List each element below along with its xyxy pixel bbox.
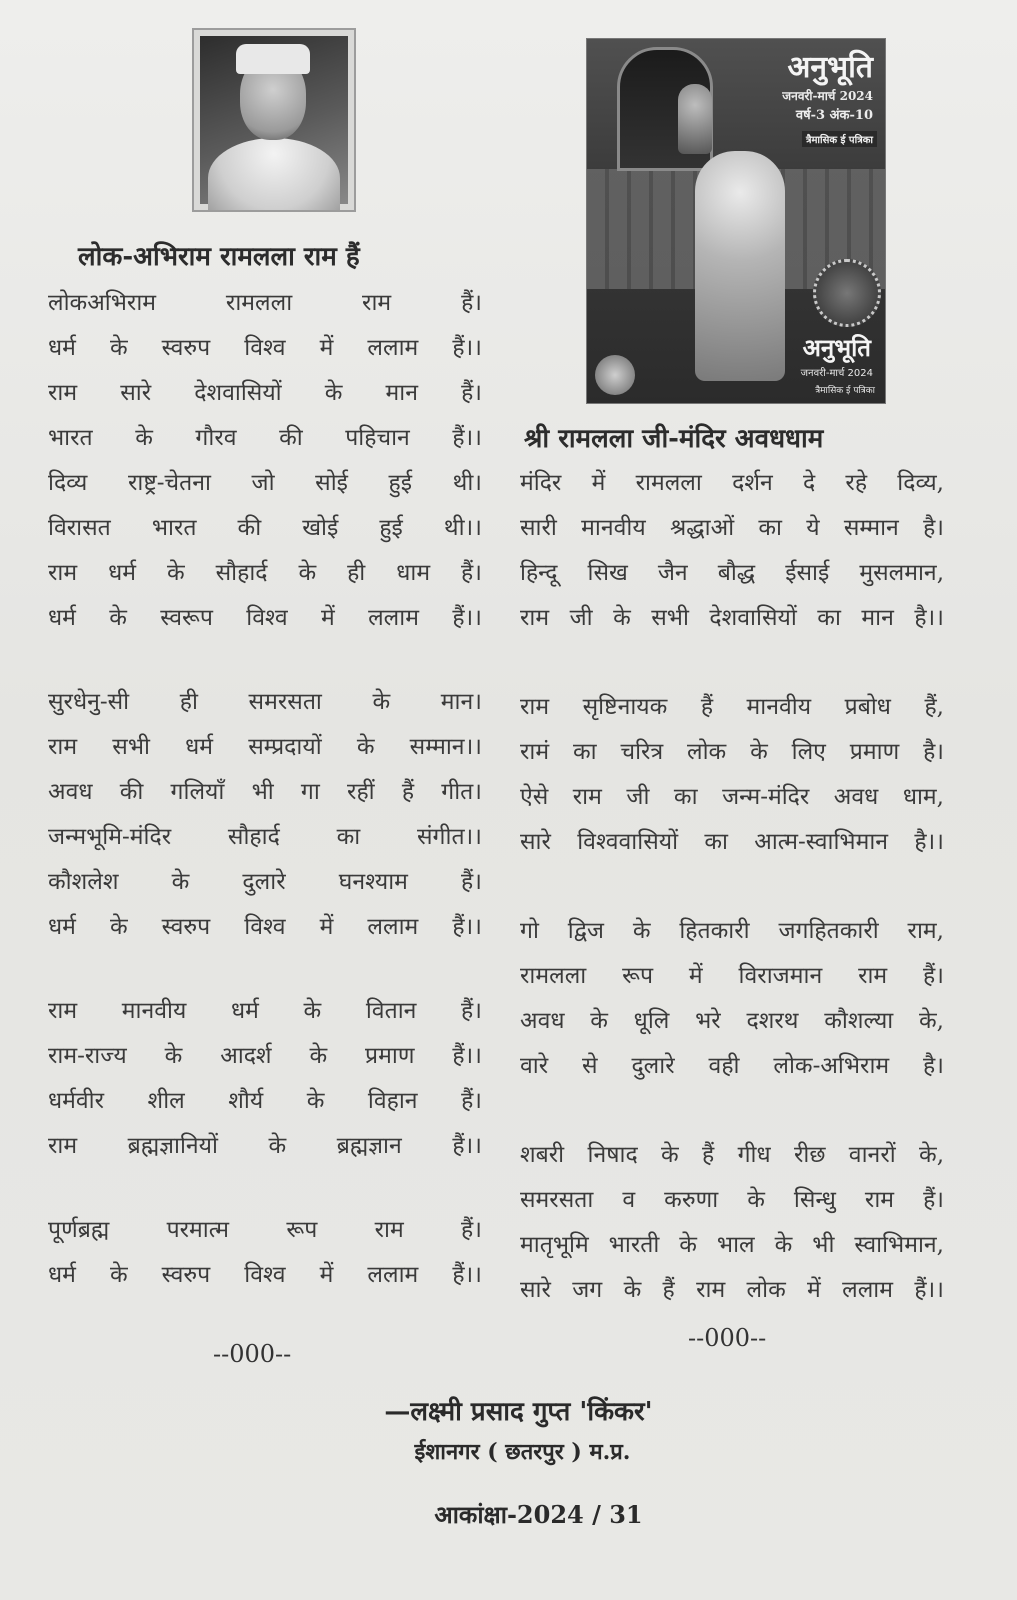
poem-stanza: [48, 281, 482, 641]
poem-line: वारे से दुलारे वही लोक-अभिराम है।: [520, 1053, 944, 1079]
poem-line: रामं का चरित्र लोक के लिए प्रमाण है।: [520, 739, 944, 765]
poem-stanza: [520, 1133, 944, 1313]
poem-line: राम धर्म के सौहार्द के ही धाम हैं।: [48, 560, 482, 586]
poem-line: समरसता व करुणा के सिन्धु राम हैं।: [520, 1187, 944, 1213]
cover-ramlala-figure: [695, 151, 785, 381]
poem-line: भारत के गौरव की पहिचान हैं।।: [48, 425, 482, 451]
portrait-cap: [236, 44, 310, 74]
poem-line: रामलला रूप में विराजमान राम हैं।: [520, 963, 944, 989]
poem-line: ऐसे राम जी का जन्म-मंदिर अवध धाम,: [520, 784, 944, 810]
portrait-body: [208, 138, 340, 212]
cover-shrine: [617, 47, 713, 171]
cover-shrine-deity: [678, 84, 712, 154]
poem-line: राम सारे देशवासियों के मान हैं।: [48, 380, 482, 406]
author-portrait-photo: [192, 28, 356, 212]
cover-date-bottom: जनवरी-मार्च 2024: [800, 368, 873, 379]
poem-stanza: [520, 461, 944, 641]
poem-stanza: [48, 989, 482, 1169]
left-poem: [48, 281, 482, 1337]
cover-title-bottom: अनुभूति: [802, 333, 871, 362]
poem-line: धर्मवीर शील शौर्य के विहान हैं।: [48, 1088, 482, 1114]
poem-line: लोकअभिराम रामलला राम हैं।: [48, 290, 482, 316]
poem-line: अवध की गलियाँ भी गा रहीं हैं गीत।: [48, 779, 482, 805]
poem-stanza: [48, 1208, 482, 1298]
left-poem-title: लोक-अभिराम रामलला राम हैं: [78, 242, 360, 272]
poem-line: गो द्विज के हितकारी जगहितकारी राम,: [520, 918, 944, 944]
right-poem: [520, 461, 944, 1357]
cover-mandala-emblem: [813, 259, 881, 327]
poem-line: दिव्य राष्ट्र-चेतना जो सोई हुई थी।: [48, 470, 482, 496]
poem-line: सारी मानवीय श्रद्धाओं का ये सम्मान है।: [520, 515, 944, 541]
left-poem-end-marker: --000--: [213, 1340, 292, 1368]
poem-line: विरासत भारत की खोई हुई थी।।: [48, 515, 482, 541]
poem-stanza: [48, 680, 482, 950]
poem-line: राम-राज्य के आदर्श के प्रमाण हैं।।: [48, 1043, 482, 1069]
poem-line: राम सभी धर्म सम्प्रदायों के सम्मान।।: [48, 734, 482, 760]
poem-line: कौशलेश के दुलारे घनश्याम हैं।: [48, 869, 482, 895]
poem-line: धर्म के स्वरुप विश्व में ललाम हैं।।: [48, 1262, 482, 1288]
poem-line: राम मानवीय धर्म के वितान हैं।: [48, 998, 482, 1024]
poem-line: अवध के धूलि भरे दशरथ कौशल्या के,: [520, 1008, 944, 1034]
cover-tagline: त्रैमासिक ई पत्रिका: [802, 131, 877, 147]
poem-line: राम ब्रह्मज्ञानियों के ब्रह्मज्ञान हैं।।: [48, 1133, 482, 1159]
cover-inset-portrait: [595, 355, 635, 395]
poem-line: पूर्णब्रह्म परमात्म रूप राम हैं।: [48, 1217, 482, 1243]
right-poem-title: श्री रामलला जी-मंदिर अवधधाम: [524, 424, 824, 454]
cover-volume: वर्ष-3 अंक-10: [795, 108, 873, 123]
page-footer: आकांक्षा-2024 / 31: [434, 1500, 643, 1529]
magazine-cover-image: [586, 38, 886, 404]
poem-line: राम सृष्टिनायक हैं मानवीय प्रबोध हैं,: [520, 694, 944, 720]
poem-stanza: [520, 909, 944, 1089]
poem-line: सुरधेनु-सी ही समरसता के मान।: [48, 689, 482, 715]
right-poem-end-marker: --000--: [688, 1324, 767, 1352]
poem-line: सारे जग के हैं राम लोक में ललाम हैं।।: [520, 1277, 944, 1303]
poem-line: धर्म के स्वरुप विश्व में ललाम हैं।।: [48, 914, 482, 940]
poem-line: सारे विश्ववासियों का आत्म-स्वाभिमान है।।: [520, 829, 944, 855]
poem-line: धर्म के स्वरुप विश्व में ललाम हैं।।: [48, 335, 482, 361]
poem-line: शबरी निषाद के हैं गीध रीछ वानरों के,: [520, 1142, 944, 1168]
poem-line: धर्म के स्वरूप विश्व में ललाम हैं।।: [48, 605, 482, 631]
poem-line: मंदिर में रामलला दर्शन दे रहे दिव्य,: [520, 470, 944, 496]
cover-date: जनवरी-मार्च 2024: [782, 89, 873, 103]
poem-stanza: [520, 685, 944, 865]
poem-line: राम जी के सभी देशवासियों का मान है।।: [520, 605, 944, 631]
cover-tagline-bottom: त्रैमासिक ई पत्रिका: [815, 386, 875, 396]
poem-line: जन्मभूमि-मंदिर सौहार्द का संगीत।।: [48, 824, 482, 850]
poem-line: मातृभूमि भारती के भाल के भी स्वाभिमान,: [520, 1232, 944, 1258]
poem-line: हिन्दू सिख जैन बौद्ध ईसाई मुसलमान,: [520, 560, 944, 586]
cover-title: अनुभूति: [787, 50, 873, 85]
author-name: —लक्ष्मी प्रसाद गुप्त 'किंकर': [384, 1397, 653, 1427]
author-place: ईशानगर ( छतरपुर ) म.प्र.: [414, 1439, 631, 1465]
